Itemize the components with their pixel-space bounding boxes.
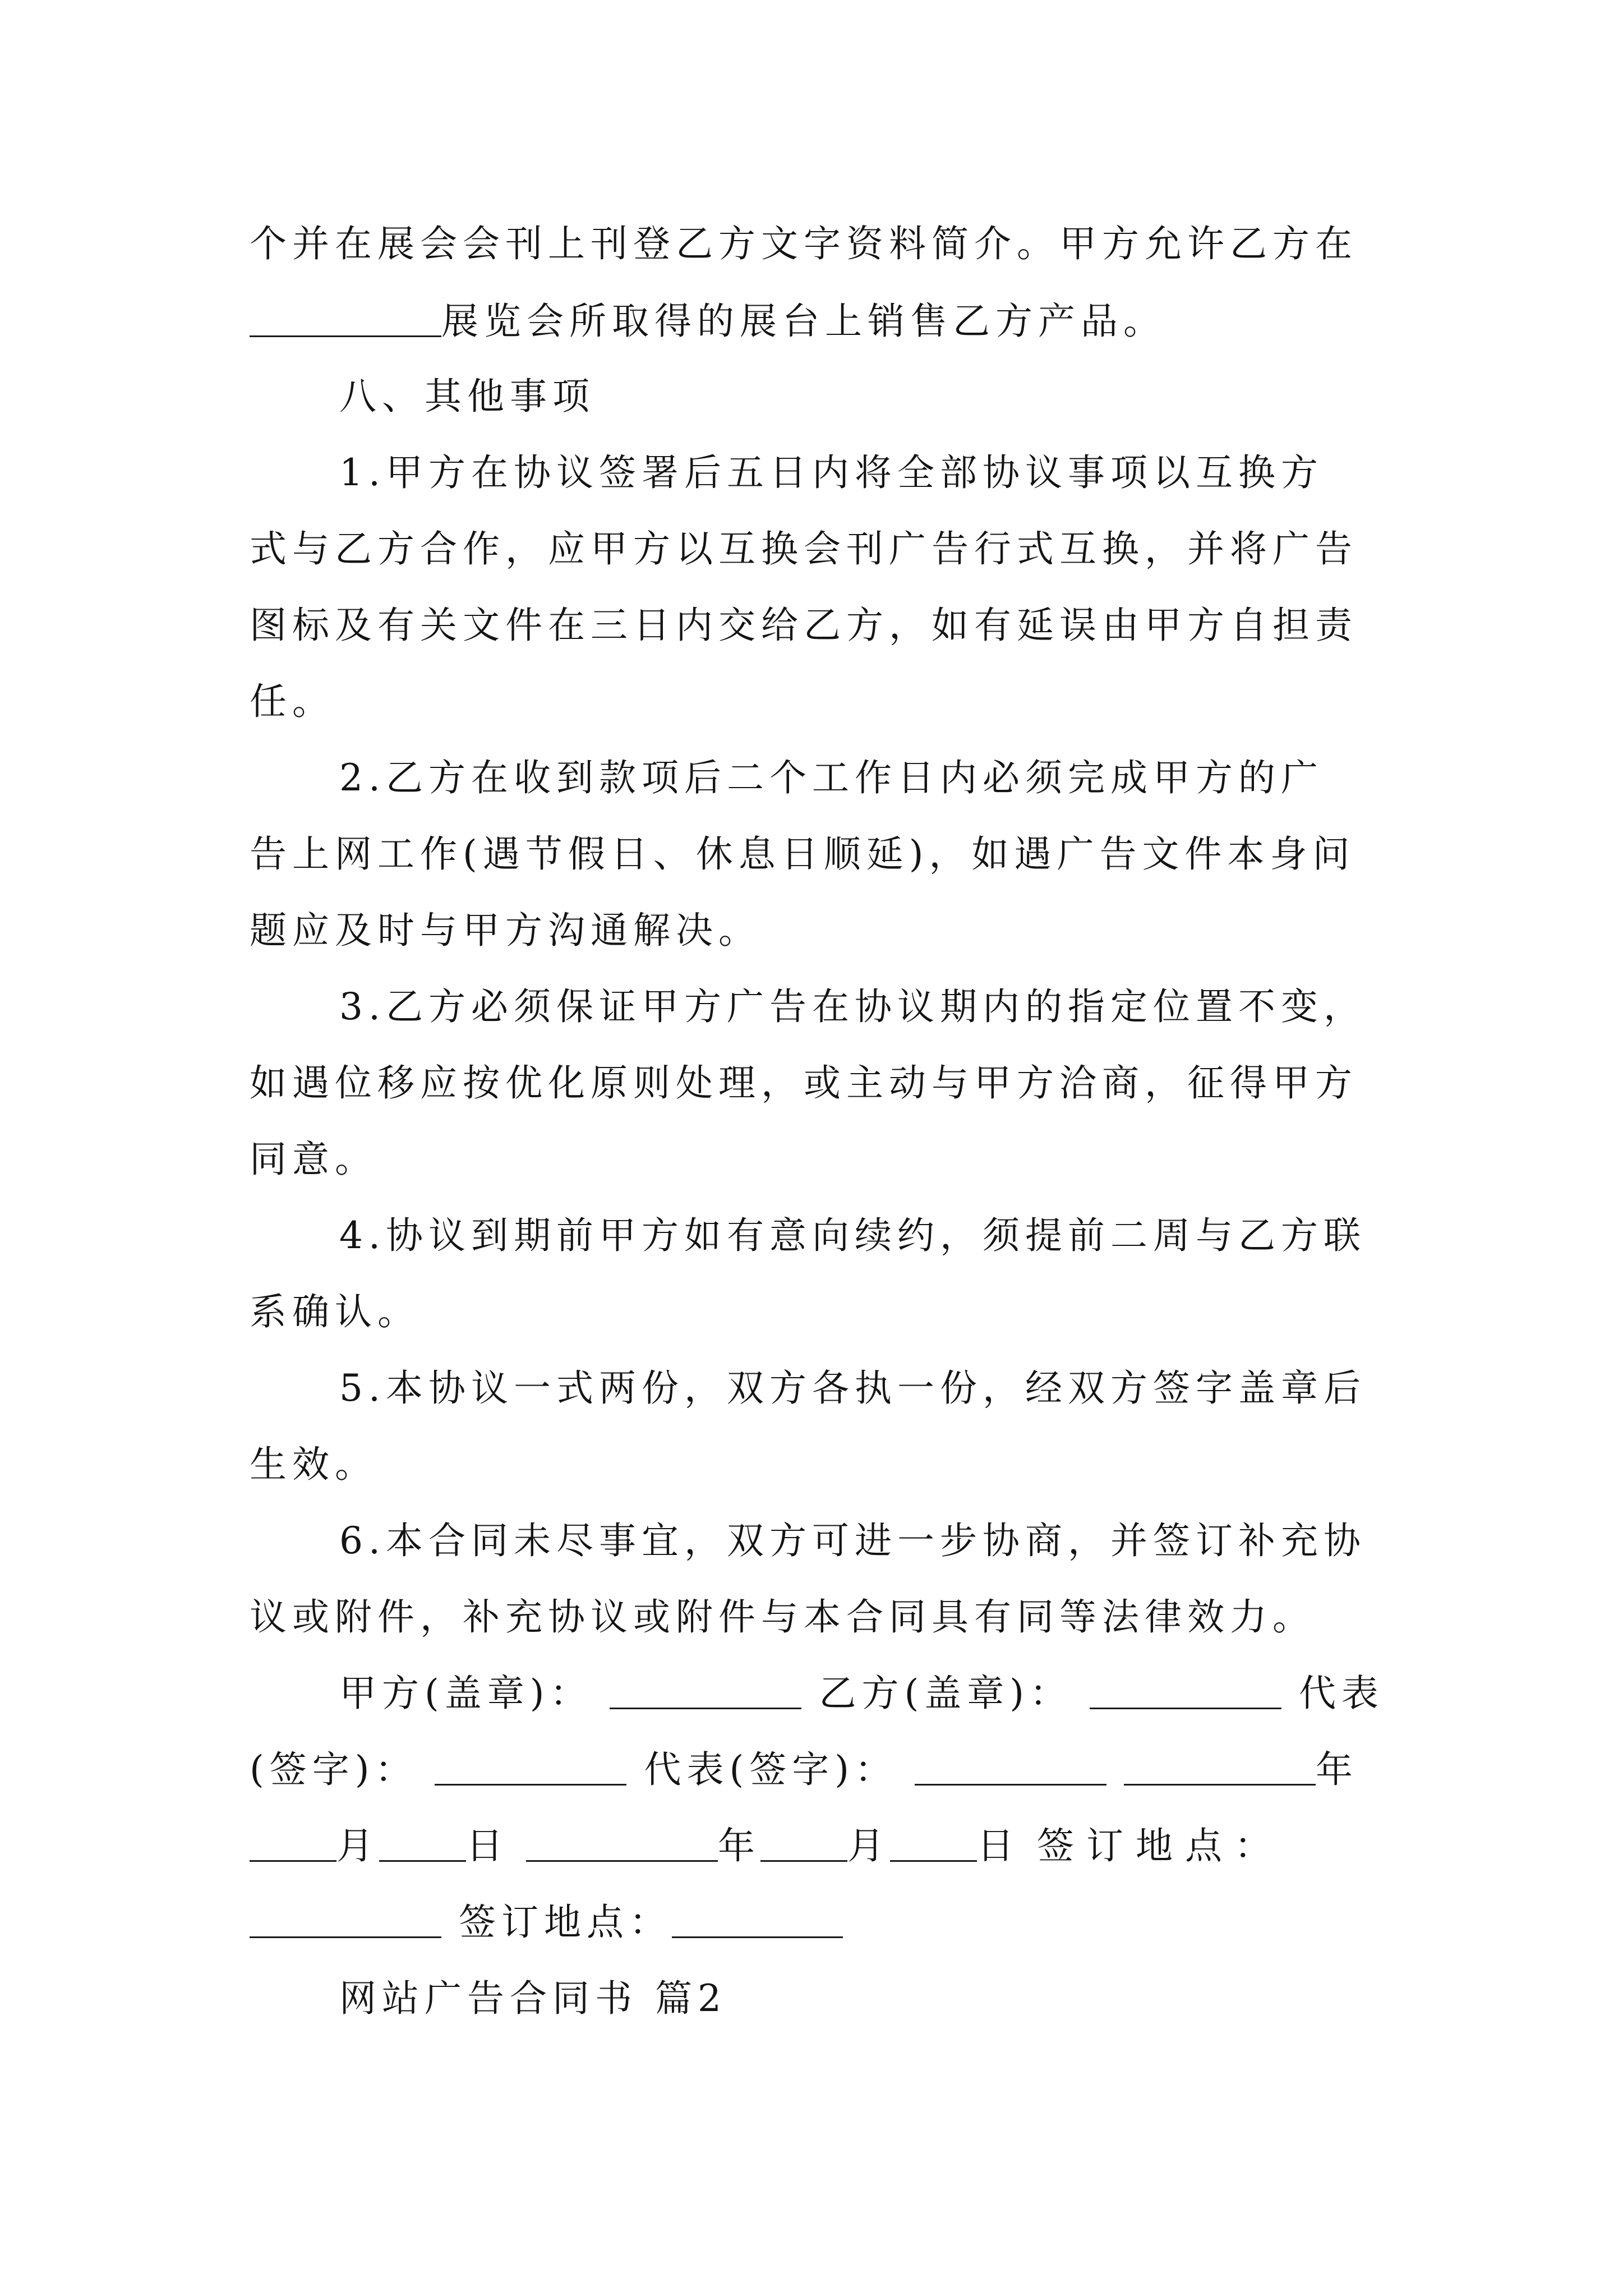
clause-1-line-2: 式与乙方合作，应甲方以互换会刊广告行式互换，并将广告 bbox=[250, 527, 1358, 570]
party-a-month-blank bbox=[250, 1860, 336, 1862]
party-a-rep-label-cont: (签字)： bbox=[250, 1748, 418, 1791]
section-heading: 八、其他事项 bbox=[339, 375, 595, 418]
party-a-rep-label: 代表 bbox=[1298, 1672, 1384, 1715]
party-a-seal-blank bbox=[610, 1707, 801, 1709]
clause-3-line-3: 同意。 bbox=[250, 1138, 377, 1181]
party-b-seal-label: 乙方(盖章)： bbox=[819, 1672, 1072, 1715]
party-b-seal-blank bbox=[1090, 1707, 1281, 1709]
month-label-b: 月 bbox=[847, 1824, 890, 1867]
party-a-day-blank bbox=[379, 1860, 466, 1862]
clause-3-line-2: 如遇位移应按优化原则处理，或主动与甲方洽商，征得甲方 bbox=[250, 1061, 1358, 1105]
signature-row-2 bbox=[250, 1748, 1387, 1791]
clause-5-line-2: 生效。 bbox=[250, 1443, 377, 1486]
signature-row-4 bbox=[250, 1901, 1387, 1944]
party-b-rep-blank bbox=[915, 1783, 1106, 1786]
clause-6-line-2: 议或附件，补充协议或附件与本合同具有同等法律效力。 bbox=[250, 1595, 1315, 1639]
month-label-a: 月 bbox=[336, 1824, 379, 1867]
party-a-year-blank bbox=[1124, 1783, 1316, 1786]
clause-1-line-3: 图标及有关文件在三日内交给乙方，如有延误由甲方自担责 bbox=[250, 604, 1358, 647]
next-section-title: 网站广告合同书 篇2 bbox=[339, 1977, 727, 2020]
place-a-blank bbox=[250, 1936, 441, 1938]
clause-4-line-1: 4.协议到期前甲方如有意向续约，须提前二周与乙方联 bbox=[339, 1214, 1366, 1257]
clause-1-line-4: 任。 bbox=[250, 680, 335, 723]
signature-row-3 bbox=[250, 1824, 1387, 1867]
clause-3-line-1: 3.乙方必须保证甲方广告在协议期内的指定位置不变， bbox=[339, 985, 1366, 1028]
party-b-day-blank bbox=[890, 1860, 977, 1862]
signature-row-1 bbox=[339, 1672, 1387, 1715]
day-label-b: 日 bbox=[976, 1824, 1020, 1867]
clause-6-line-1: 6.本合同未尽事宜，双方可进一步协商，并签订补充协 bbox=[339, 1519, 1366, 1562]
text-line-2 bbox=[250, 300, 1387, 343]
party-b-year-blank bbox=[526, 1860, 718, 1862]
clause-4-line-2: 系确认。 bbox=[250, 1290, 420, 1333]
text-line-2-content: 展览会所取得的展台上销售乙方产品。 bbox=[441, 300, 1166, 343]
place-label-b: 签订地点： bbox=[458, 1901, 672, 1944]
year-label-b: 年 bbox=[717, 1824, 760, 1867]
party-a-rep-blank bbox=[435, 1783, 626, 1786]
clause-2-line-1: 2.乙方在收到款项后二个工作日内必须完成甲方的广 bbox=[339, 756, 1324, 799]
clause-2-line-3: 题应及时与甲方沟通解决。 bbox=[250, 909, 761, 952]
year-label-a: 年 bbox=[1315, 1748, 1358, 1791]
day-label-a: 日 bbox=[466, 1824, 509, 1867]
place-label-a: 签订地点： bbox=[1036, 1824, 1284, 1867]
place-b-blank bbox=[672, 1936, 843, 1938]
party-a-seal-label: 甲方(盖章)： bbox=[339, 1672, 593, 1715]
text-line-1: 个并在展会会刊上刊登乙方文字资料简介。甲方允许乙方在 bbox=[250, 222, 1358, 265]
clause-1-line-1: 1.甲方在协议签署后五日内将全部协议事项以互换方 bbox=[339, 451, 1324, 494]
party-b-month-blank bbox=[760, 1860, 847, 1862]
fill-blank bbox=[250, 335, 441, 337]
clause-5-line-1: 5.本协议一式两份，双方各执一份，经双方签字盖章后 bbox=[339, 1366, 1366, 1410]
clause-2-line-2: 告上网工作(遇节假日、休息日顺延)，如遇广告文件本身问 bbox=[250, 832, 1355, 876]
party-b-rep-label: 代表(签字)： bbox=[644, 1748, 897, 1791]
